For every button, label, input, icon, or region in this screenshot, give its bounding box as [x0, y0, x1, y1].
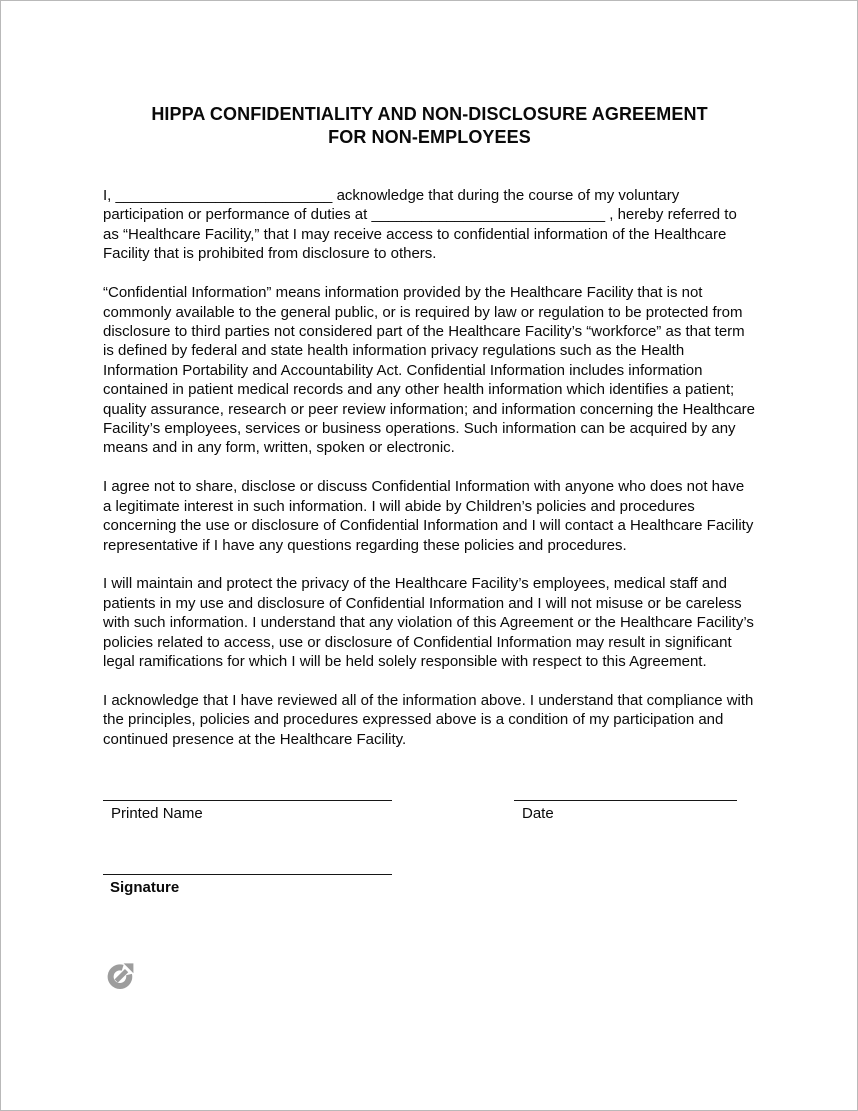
paragraph-privacy-protection: I will maintain and protect the privacy of the Healthcare Facility’s employees, medical staff and patients in my use and disclosure of Confidential Information and I will not misuse or be careless with such information. I understand that any violation of this Agreement or the Healthcare Facility’s policies related to access, use or disclosure of Confidential Information may result in significant legal ramifications for which I will be held solely responsible with respect to this Agreement. [103, 575, 754, 671]
document-title [103, 1, 756, 149]
paragraph-agreement-not-to-share: I agree not to share, disclose or discuss Confidential Information with anyone who does not have a legitimate interest in such information. I will abide by Children’s policies and procedures concerning the use or disclosure of Confidential Information and I will contact a Healthcare Facility representative if I have any questions regarding these policies and procedures. [103, 478, 754, 554]
signature-label: Signature [110, 879, 180, 897]
title-line-2: FOR NON-EMPLOYEES [328, 127, 531, 147]
date-label: Date [522, 805, 554, 823]
signature-block [103, 874, 392, 897]
agreement-body [103, 186, 756, 749]
page-content [1, 1, 857, 1110]
paragraph-confidential-information-definition: “Confidential Information” means information provided by the Healthcare Facility that is not commonly available to the general public, or is required by law or regulation to be protected from disclosure to third parties not considered part of the Healthcare Facility’s “workforce” as that term is defined by federal and state health information privacy regulations such as the Health Information Portability and Accountability Act. Confidential Information includes information contained in patient medical records and any other health information which identifies a patient; quality assurance, research or peer review information; and information concerning the Healthcare Facility’s employees, services or business operations. Such information can be acquired by any means and in any form, written, spoken or electronic. [103, 284, 756, 457]
printed-name-block [103, 800, 392, 823]
paragraph-acknowledgement: I acknowledge that I have reviewed all of the information above. I understand that compliance with the principles, policies and procedures expressed above is a condition of my participation and continued presence at the Healthcare Facility. [103, 691, 754, 748]
title-line-1: HIPPA CONFIDENTIALITY AND NON-DISCLOSURE AGREEMENT [151, 104, 708, 124]
signature-row-top [103, 800, 756, 823]
printed-name-label: Printed Name [111, 805, 203, 823]
date-block [514, 800, 737, 823]
paragraph-intro-with-blanks: I, __________________________ acknowledge that during the course of my voluntary participation or performance of duties at ____________________________ , hereby referred to as “Healthcare Facility,” that I may receive access to confidential information of the Healthcare Facility that is prohibited from disclosure to others. [103, 187, 737, 263]
circular-arrow-up-right-icon [106, 960, 136, 991]
